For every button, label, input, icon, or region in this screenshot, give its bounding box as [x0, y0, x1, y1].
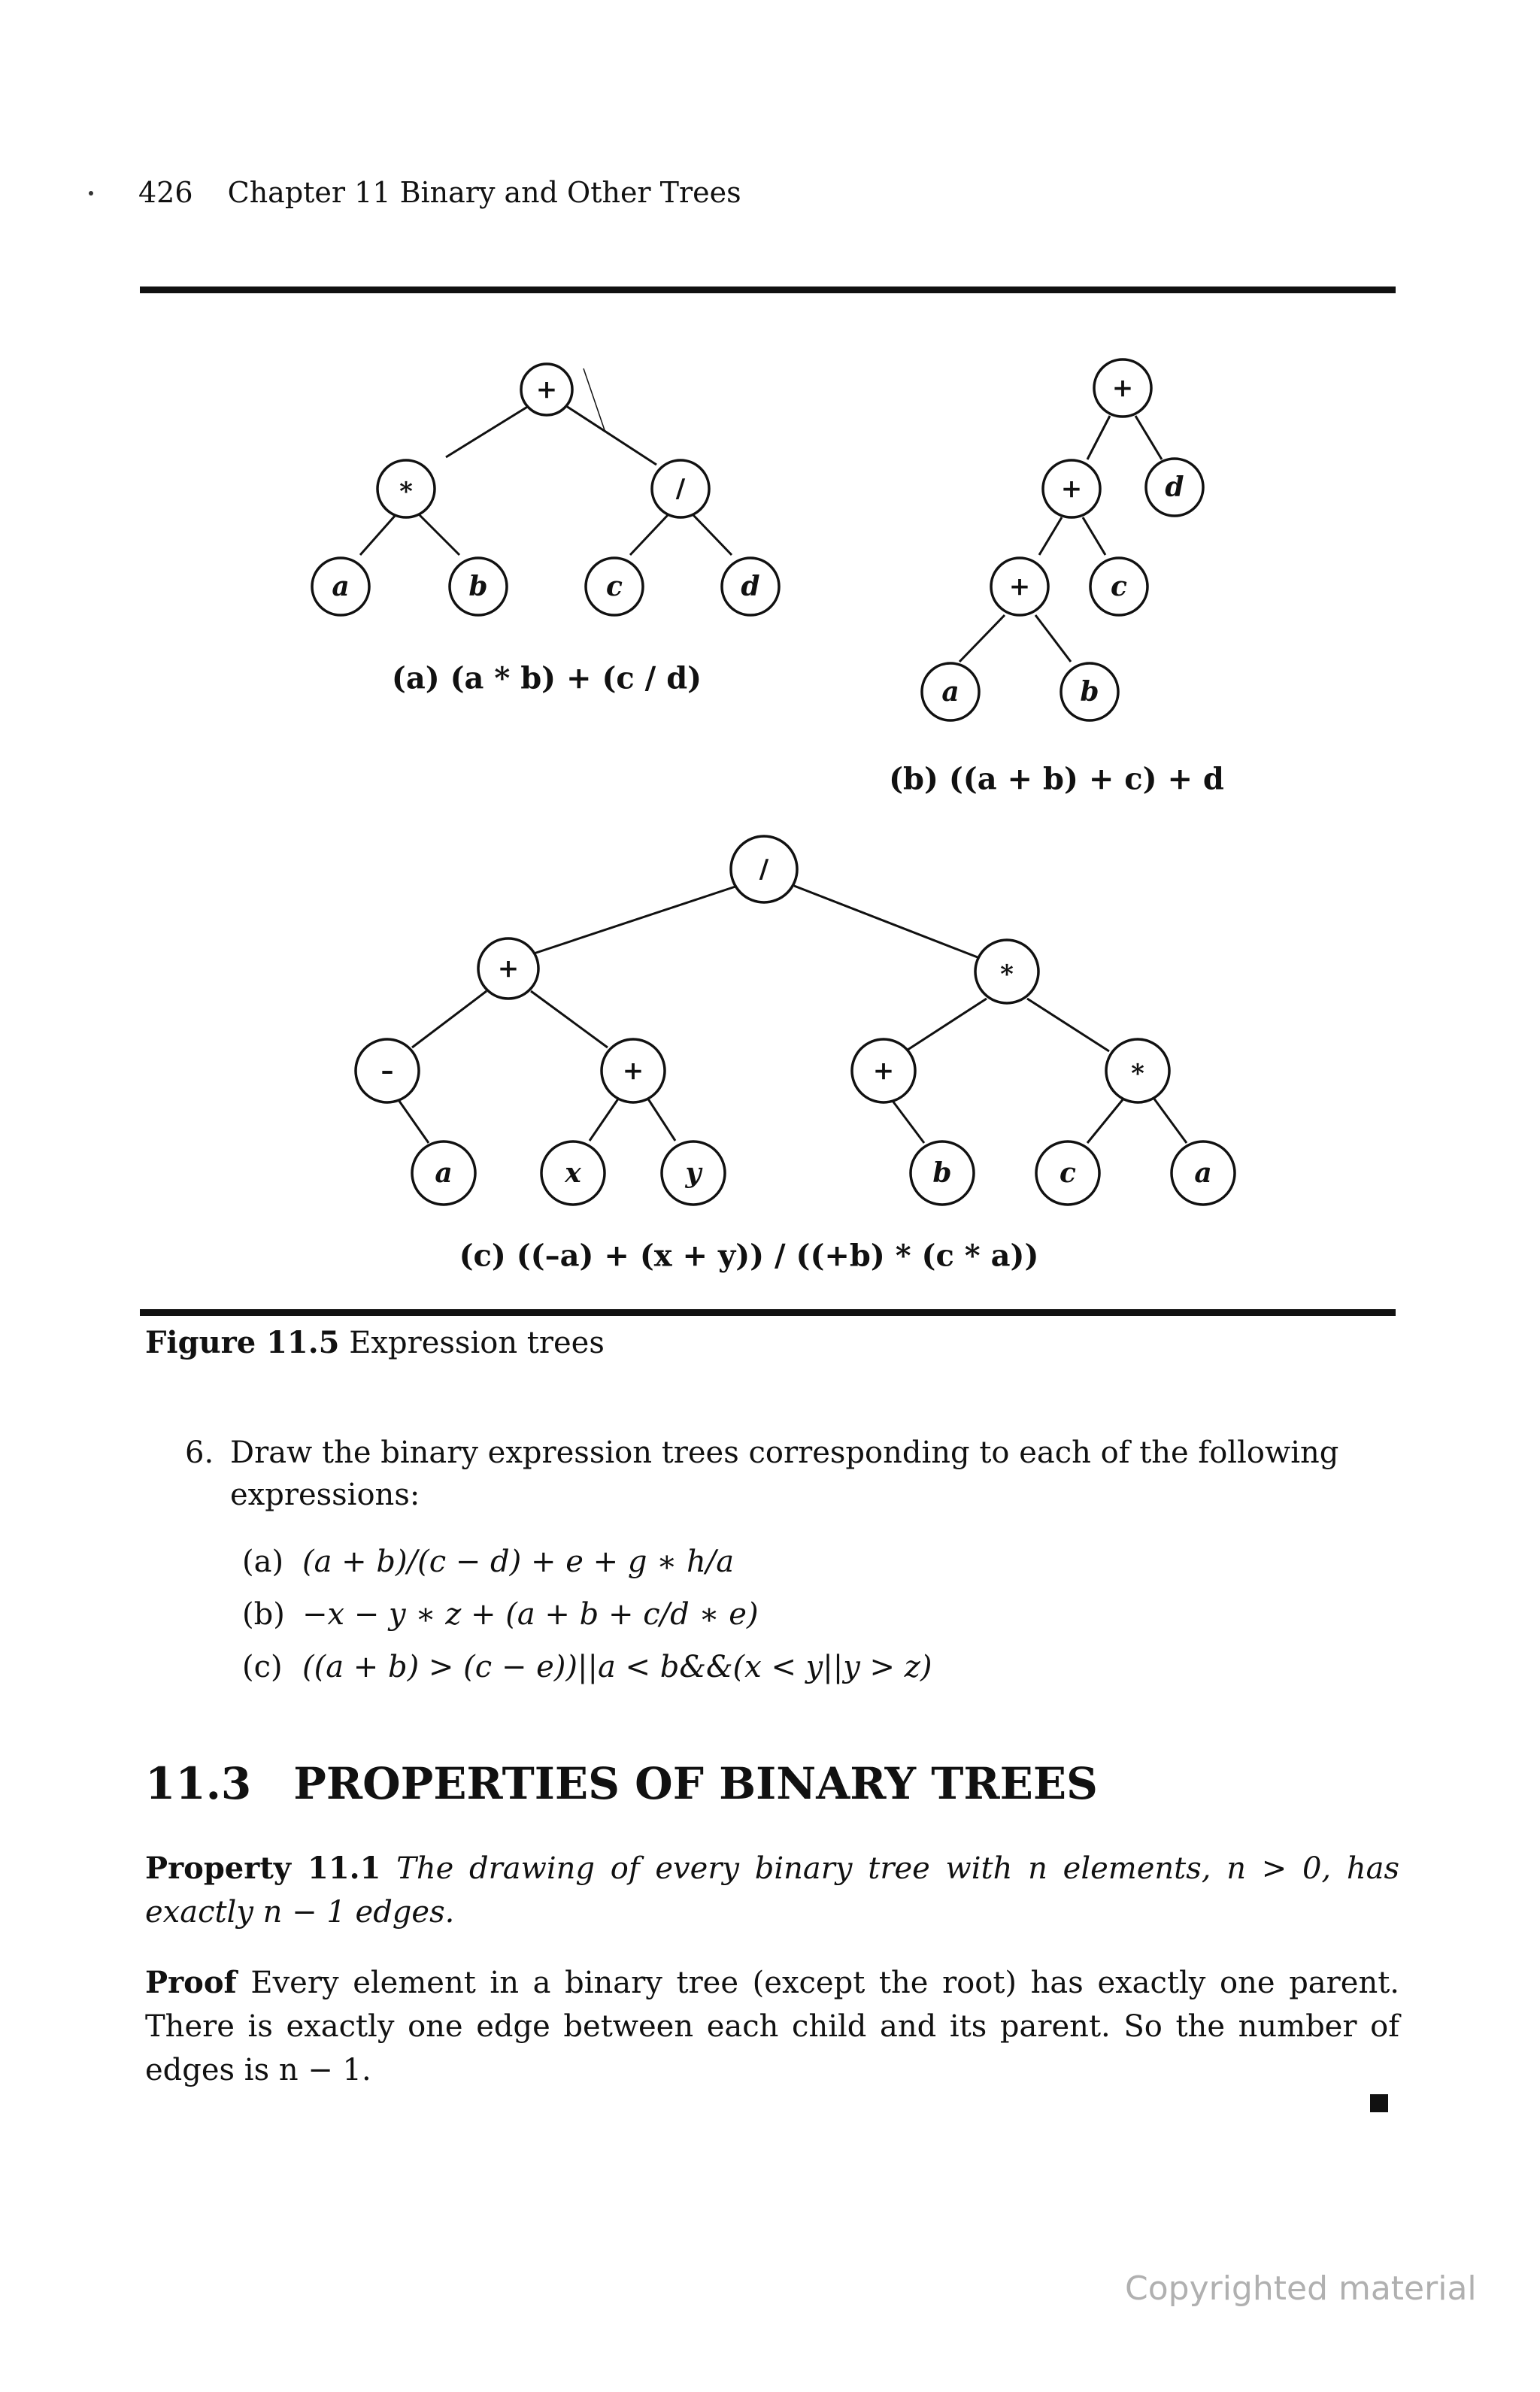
- figure-title: Expression trees: [349, 1326, 605, 1360]
- proof-text: Every element in a binary tree (except the root) has exactly one parent. There is exactly one edge between each child and its parent. So the number of edges is n − 1.: [145, 1966, 1400, 2087]
- tree-a-leaf-label: a: [332, 571, 350, 602]
- tree-c-leaf-label: a: [1194, 1157, 1212, 1189]
- tree-c-leaf-label: b: [932, 1157, 952, 1189]
- tree-b-internal-label: +: [1060, 474, 1083, 504]
- tree-b-leaf-label: a: [941, 676, 959, 708]
- tree-b-leaf-label: d: [1165, 471, 1184, 503]
- tree-c-internal-label: *: [1000, 960, 1014, 990]
- tree-a-leaf-label: d: [741, 571, 760, 602]
- figure-bottom-rule: [140, 1309, 1396, 1316]
- tree-c-internal-label: *: [1131, 1059, 1144, 1089]
- tree-c-leaf-label: a: [435, 1157, 453, 1189]
- tree-a-internal-label: *: [399, 477, 413, 507]
- exercise-item-expression: ((a + b) > (c − e))||a < b&&(x < y||y > z): [302, 1650, 932, 1684]
- tree-c-caption: (c) ((–a) + (x + y)) / ((+b) * (c * a)): [459, 1238, 1039, 1274]
- tree-b-caption: (b) ((a + b) + c) + d: [889, 761, 1224, 797]
- exercise-item-expression: (a + b)/(c − d) + e + g ∗ h/a: [302, 1545, 735, 1579]
- copyright-watermark: Copyrighted material: [1125, 2269, 1477, 2308]
- exercise-number: 6.: [185, 1436, 214, 1470]
- tree-c-internal-label: +: [872, 1056, 895, 1086]
- tree-b-leaf-label: c: [1111, 571, 1127, 602]
- exercise-text: Draw the binary expression trees corresponding to each of the following expressions:: [230, 1436, 1339, 1512]
- page-number: 426: [138, 176, 193, 209]
- chapter-title: Chapter 11 Binary and Other Trees: [227, 176, 741, 209]
- tree-a-caption: (a) (a * b) + (c / d): [391, 660, 702, 696]
- tree-a-internal-label: /: [675, 474, 686, 504]
- exercise-item: [242, 1545, 734, 1579]
- figure-label: Figure 11.5: [145, 1325, 340, 1360]
- tree-c-leaf-label: x: [565, 1157, 581, 1189]
- qed-square: [1370, 2094, 1388, 2112]
- exercise-item-label: (b): [242, 1597, 285, 1632]
- figure-caption: [145, 1325, 605, 1360]
- tree-b-internal-label: +: [1008, 571, 1031, 602]
- section-number: 11.3: [145, 1758, 252, 1809]
- property-statement: [145, 1847, 1399, 1934]
- tree-a-leaf-label: c: [606, 571, 623, 602]
- exercise-item-expression: −x − y ∗ z + (a + b + c/d ∗ e): [302, 1597, 759, 1632]
- tree-c-internal-label: –: [380, 1056, 394, 1086]
- property-text: The drawing of every binary tree with n elements, n > 0, has exactly n − 1 edges.: [145, 1851, 1400, 1930]
- exercise-item-label: (a): [242, 1545, 284, 1579]
- proof-label: Proof: [145, 1965, 237, 2000]
- exercise-item: [242, 1597, 759, 1632]
- tree-c-leaf-label: c: [1060, 1157, 1076, 1189]
- tree-b-leaf-label: b: [1080, 676, 1099, 708]
- exercise-item-label: (c): [242, 1650, 283, 1684]
- tree-a-root-label: +: [535, 374, 558, 405]
- tree-c-root-label: /: [759, 854, 769, 884]
- tree-c-internal-label: +: [622, 1056, 644, 1086]
- exercise-item: [242, 1650, 932, 1684]
- exercise: [185, 1432, 1403, 1516]
- tree-a-leaf-label: b: [468, 571, 488, 602]
- section-heading: [145, 1758, 1098, 1809]
- property-label: Property 11.1: [145, 1851, 381, 1886]
- proof-paragraph: [145, 1961, 1399, 2092]
- section-title: PROPERTIES OF BINARY TREES: [293, 1758, 1098, 1809]
- tree-b-root-label: +: [1111, 373, 1134, 403]
- tree-c-leaf-label: y: [685, 1157, 702, 1189]
- tree-c-internal-label: +: [497, 953, 520, 984]
